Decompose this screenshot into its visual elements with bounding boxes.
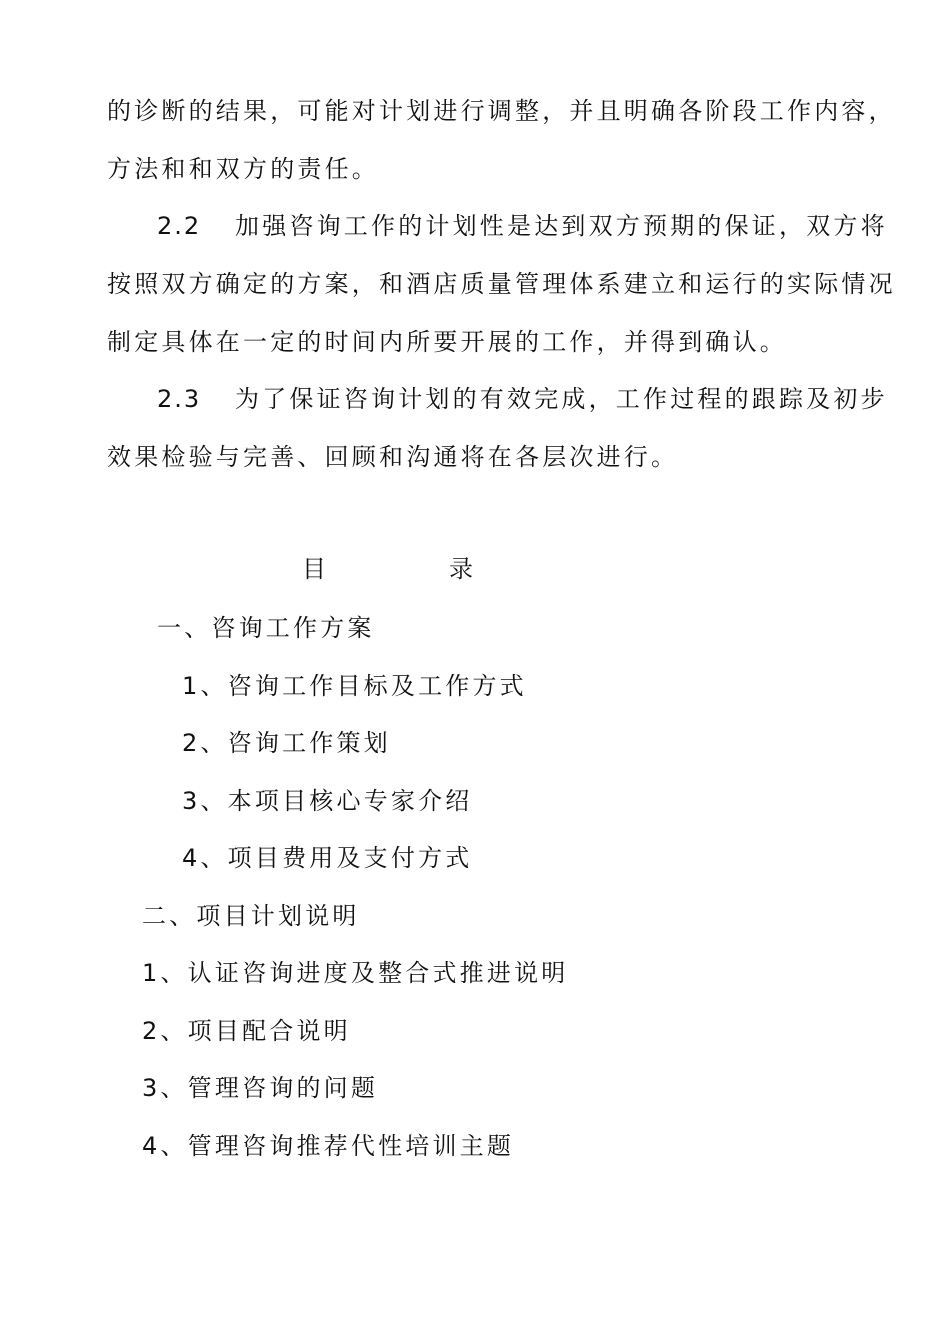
- toc-section-1: 一、咨询工作方案: [157, 614, 375, 642]
- toc-title-part-1: 目: [302, 555, 326, 583]
- paragraph-2-line-1: [157, 211, 888, 241]
- paragraph-1-line-2: 方法和和双方的责任。: [107, 155, 379, 183]
- paragraph-3-line-2: 效果检验与完善、回顾和沟通将在各层次进行。: [107, 443, 679, 471]
- toc-item: 2、项目配合说明: [142, 1017, 351, 1045]
- paragraph-3-line-1: [157, 384, 888, 414]
- toc-item: 1、认证咨询进度及整合式推进说明: [142, 959, 569, 987]
- paragraph-3-line-1-text: 为了保证咨询计划的有效完成，工作过程的跟踪及初步: [235, 385, 888, 413]
- paragraph-2-line-3: 制定具体在一定的时间内所要开展的工作，并得到确认。: [107, 328, 787, 356]
- toc-item: 3、管理咨询的问题: [142, 1074, 379, 1102]
- toc-item: 3、本项目核心专家介绍: [182, 787, 473, 815]
- paragraph-2-number: 2.2: [157, 212, 202, 240]
- paragraph-2-line-2: 按照双方确定的方案，和酒店质量管理体系建立和运行的实际情况: [107, 270, 896, 298]
- toc-item: 4、管理咨询推荐代性培训主题: [142, 1132, 515, 1160]
- toc-title-part-2: 录: [449, 555, 473, 583]
- paragraph-3-number: 2.3: [157, 385, 202, 413]
- paragraph-1-line-1: 的诊断的结果，可能对计划进行调整，并且明确各阶段工作内容，: [107, 97, 896, 125]
- toc-section-2: 二、项目计划说明: [142, 902, 360, 930]
- toc-item: 2、咨询工作策划: [182, 729, 391, 757]
- toc-item: 1、咨询工作目标及工作方式: [182, 672, 527, 700]
- paragraph-2-line-1-text: 加强咨询工作的计划性是达到双方预期的保证，双方将: [235, 212, 888, 240]
- toc-item: 4、项目费用及支付方式: [182, 844, 473, 872]
